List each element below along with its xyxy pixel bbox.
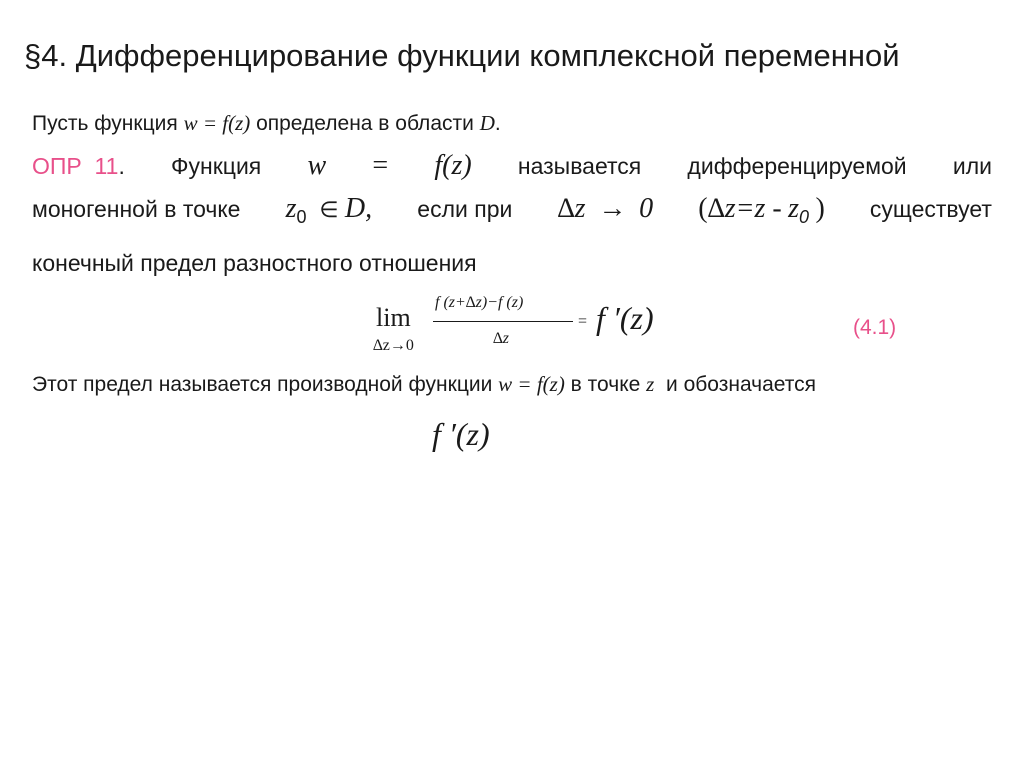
formula-denominator: ∆z (493, 330, 510, 347)
definition-arrow: → (598, 193, 627, 224)
definition-domain: D, (344, 193, 373, 224)
formula-rhs: f ′(z) (596, 300, 654, 336)
p2-end: и обозначается (666, 373, 817, 396)
p2-lead: Этот предел называется производной функции (32, 373, 493, 396)
definition-line-3: конечный предел разностного отношения (32, 250, 477, 276)
intro-end: . (494, 112, 501, 135)
p2-z: z (646, 372, 655, 396)
intro-func: w = f(z) (183, 111, 251, 135)
definition-line-2 (32, 193, 992, 228)
definition-paren-open: ( (698, 193, 708, 224)
formula-equals: = (578, 313, 588, 330)
formula-number: (4.1) (853, 316, 897, 339)
definition-eq: = (372, 150, 389, 181)
definition-number: 11 (94, 153, 119, 179)
derivative-paragraph (32, 372, 816, 397)
formula-lim: lim (376, 303, 411, 332)
definition-z-sub: 0 (296, 207, 307, 227)
intro-domain: D (479, 111, 495, 135)
definition-label: ОПР (32, 153, 82, 179)
page-title: §4. Дифференцирование функции комплексной переменной (24, 38, 900, 73)
intro-mid: определена в области (256, 112, 474, 135)
definition-called: называется (517, 153, 642, 179)
definition-fz: f(z) (434, 150, 472, 181)
definition-paren-close: ) (815, 193, 825, 224)
definition-w: w (307, 150, 327, 181)
definition-dz: ∆z (557, 193, 586, 224)
intro-lead: Пусть функция (32, 112, 178, 135)
derivative-symbol: f ′(z) (432, 416, 490, 452)
intro-paragraph (32, 111, 501, 136)
definition-z0: z (788, 193, 800, 224)
definition-line-1 (32, 150, 992, 182)
definition-zero: 0 (639, 193, 654, 224)
definition-dot: . (118, 153, 125, 179)
formula-lim-subscript: ∆z→0 (373, 337, 414, 354)
definition-z0-sub: 0 (799, 207, 810, 227)
definition-in: ∈ (319, 197, 339, 222)
formula-numerator: f (z+∆z)−f (z) (435, 294, 524, 311)
definition-monogenic: моногенной в точке (32, 196, 241, 222)
definition-word-function: Функция (171, 153, 262, 179)
p2-func: w = f(z) (498, 372, 565, 396)
definition-or: или (952, 153, 992, 179)
definition-z: z (285, 193, 297, 224)
definition-dz2: ∆z=z - (707, 193, 782, 224)
formula-fraction-bar (433, 321, 573, 322)
definition-differentiable: дифференцируемой (687, 153, 907, 179)
p2-at-point: в точке (570, 373, 641, 396)
definition-if-at: если при (417, 196, 513, 222)
definition-exists: существует (869, 196, 992, 222)
